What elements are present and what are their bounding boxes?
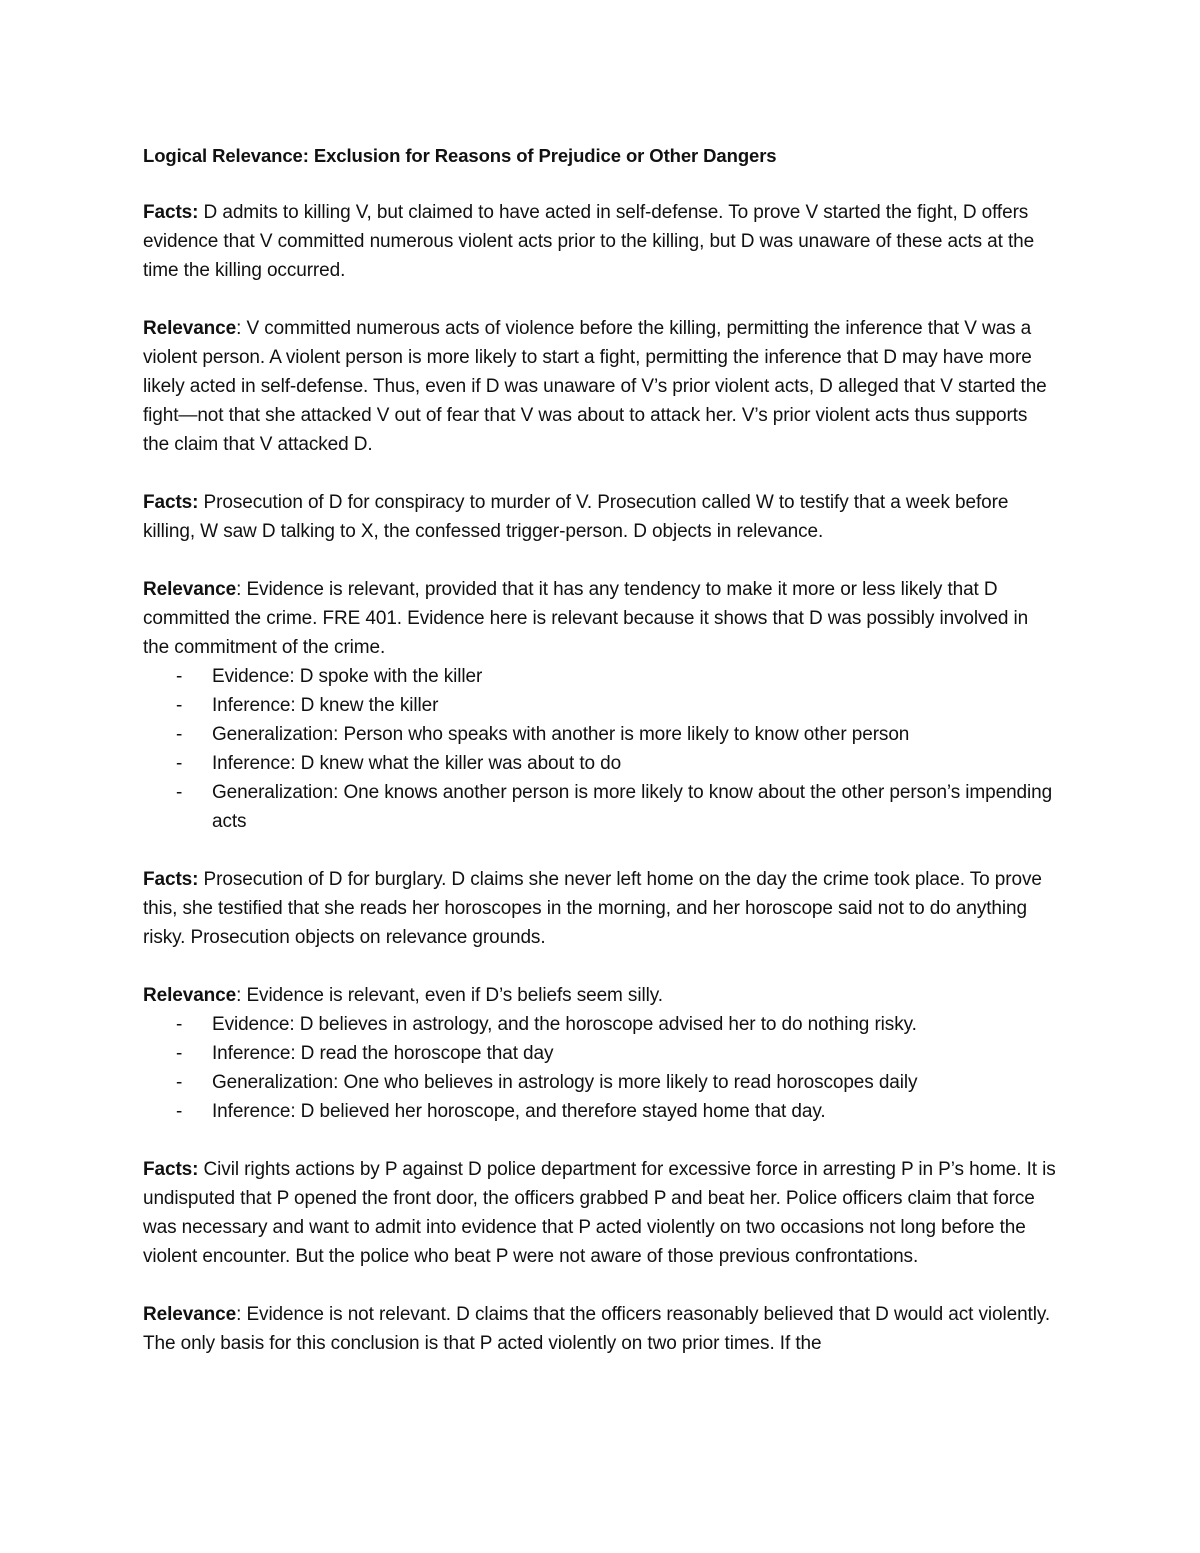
facts-text: Prosecution of D for conspiracy to murder of V. Prosecution called W to testify that a week before killing, W saw D talking to X, the confessed trigger-person. D objects in relevance. <box>143 492 1009 542</box>
relevance-text: : Evidence is not relevant. D claims that the officers reasonably believed that D would act violently. The only basis for this conclusion is that P acted violently on two prior times. If the <box>143 1304 1051 1354</box>
relevance-text: : V committed numerous acts of violence before the killing, permitting the inference that V was a violent person. A violent person is more likely to start a fight, permitting the inference that D may have more likely acted in self-defense. Thus, even if D was unaware of V’s prior violent acts, D alleged that V started the fight—not that she attacked V out of fear that V was about to attack her. V’s prior violent acts thus supports the claim that V attacked D. <box>143 318 1047 455</box>
facts-paragraph <box>143 198 1058 285</box>
facts-text: D admits to killing V, but claimed to have acted in self-defense. To prove V started the fight, D offers evidence that V committed numerous violent acts prior to the killing, but D was unaware of these acts at the time the killing occurred. <box>143 202 1035 281</box>
facts-text: Prosecution of D for burglary. D claims she never left home on the day the crime took place. To prove this, she testified that she reads her horoscopes in the morning, and her horoscope said not to do anything risky. Prosecution objects on relevance grounds. <box>143 869 1042 948</box>
list-item: - Inference: D knew the killer <box>143 691 1058 720</box>
relevance-label: Relevance <box>143 1304 237 1325</box>
facts-paragraph <box>143 865 1058 952</box>
reasoning-chain-list <box>143 1010 1058 1126</box>
relevance-text: : Evidence is relevant, even if D’s beliefs seem silly. <box>236 985 663 1006</box>
relevance-paragraph <box>143 575 1058 662</box>
list-item: - Generalization: One who believes in astrology is more likely to read horoscopes daily <box>143 1068 1058 1097</box>
relevance-label: Relevance <box>143 985 237 1006</box>
list-item: - Evidence: D spoke with the killer <box>143 662 1058 691</box>
document-title: Logical Relevance: Exclusion for Reasons of Prejudice or Other Dangers <box>143 145 777 166</box>
facts-text: Civil rights actions by P against D police department for excessive force in arresting P in P’s home. It is undisputed that P opened the front door, the officers grabbed P and beat her. Police officers claim that force was necessary and want to admit into evidence that P acted violently on two occasions not long before the violent encounter. But the police who beat P were not aware of those previous confrontations. <box>143 1159 1056 1267</box>
relevance-text: : Evidence is relevant, provided that it has any tendency to make it more or less likely that D committed the crime. FRE 401. Evidence here is relevant because it shows that D was possibly involved in the commitment of the crime. <box>143 579 1029 658</box>
facts-label: Facts: <box>143 202 199 223</box>
relevance-label: Relevance <box>143 318 237 339</box>
reasoning-chain-list <box>143 662 1058 836</box>
relevance-label: Relevance <box>143 579 237 600</box>
facts-label: Facts: <box>143 1159 199 1180</box>
list-item: - Inference: D believed her horoscope, and therefore stayed home that day. <box>143 1097 1058 1126</box>
list-item: - Generalization: One knows another person is more likely to know about the other person’s impending acts <box>143 778 1058 836</box>
list-item: - Generalization: Person who speaks with another is more likely to know other person <box>143 720 1058 749</box>
relevance-paragraph <box>143 981 1058 1010</box>
list-item: - Inference: D knew what the killer was about to do <box>143 749 1058 778</box>
facts-label: Facts: <box>143 869 199 890</box>
facts-label: Facts: <box>143 492 199 513</box>
relevance-paragraph <box>143 1300 1058 1358</box>
document-body <box>143 141 1058 1358</box>
list-item: - Evidence: D believes in astrology, and the horoscope advised her to do nothing risky. <box>143 1010 1058 1039</box>
facts-paragraph <box>143 1155 1058 1271</box>
list-item: - Inference: D read the horoscope that day <box>143 1039 1058 1068</box>
facts-paragraph <box>143 488 1058 546</box>
relevance-paragraph <box>143 314 1058 459</box>
